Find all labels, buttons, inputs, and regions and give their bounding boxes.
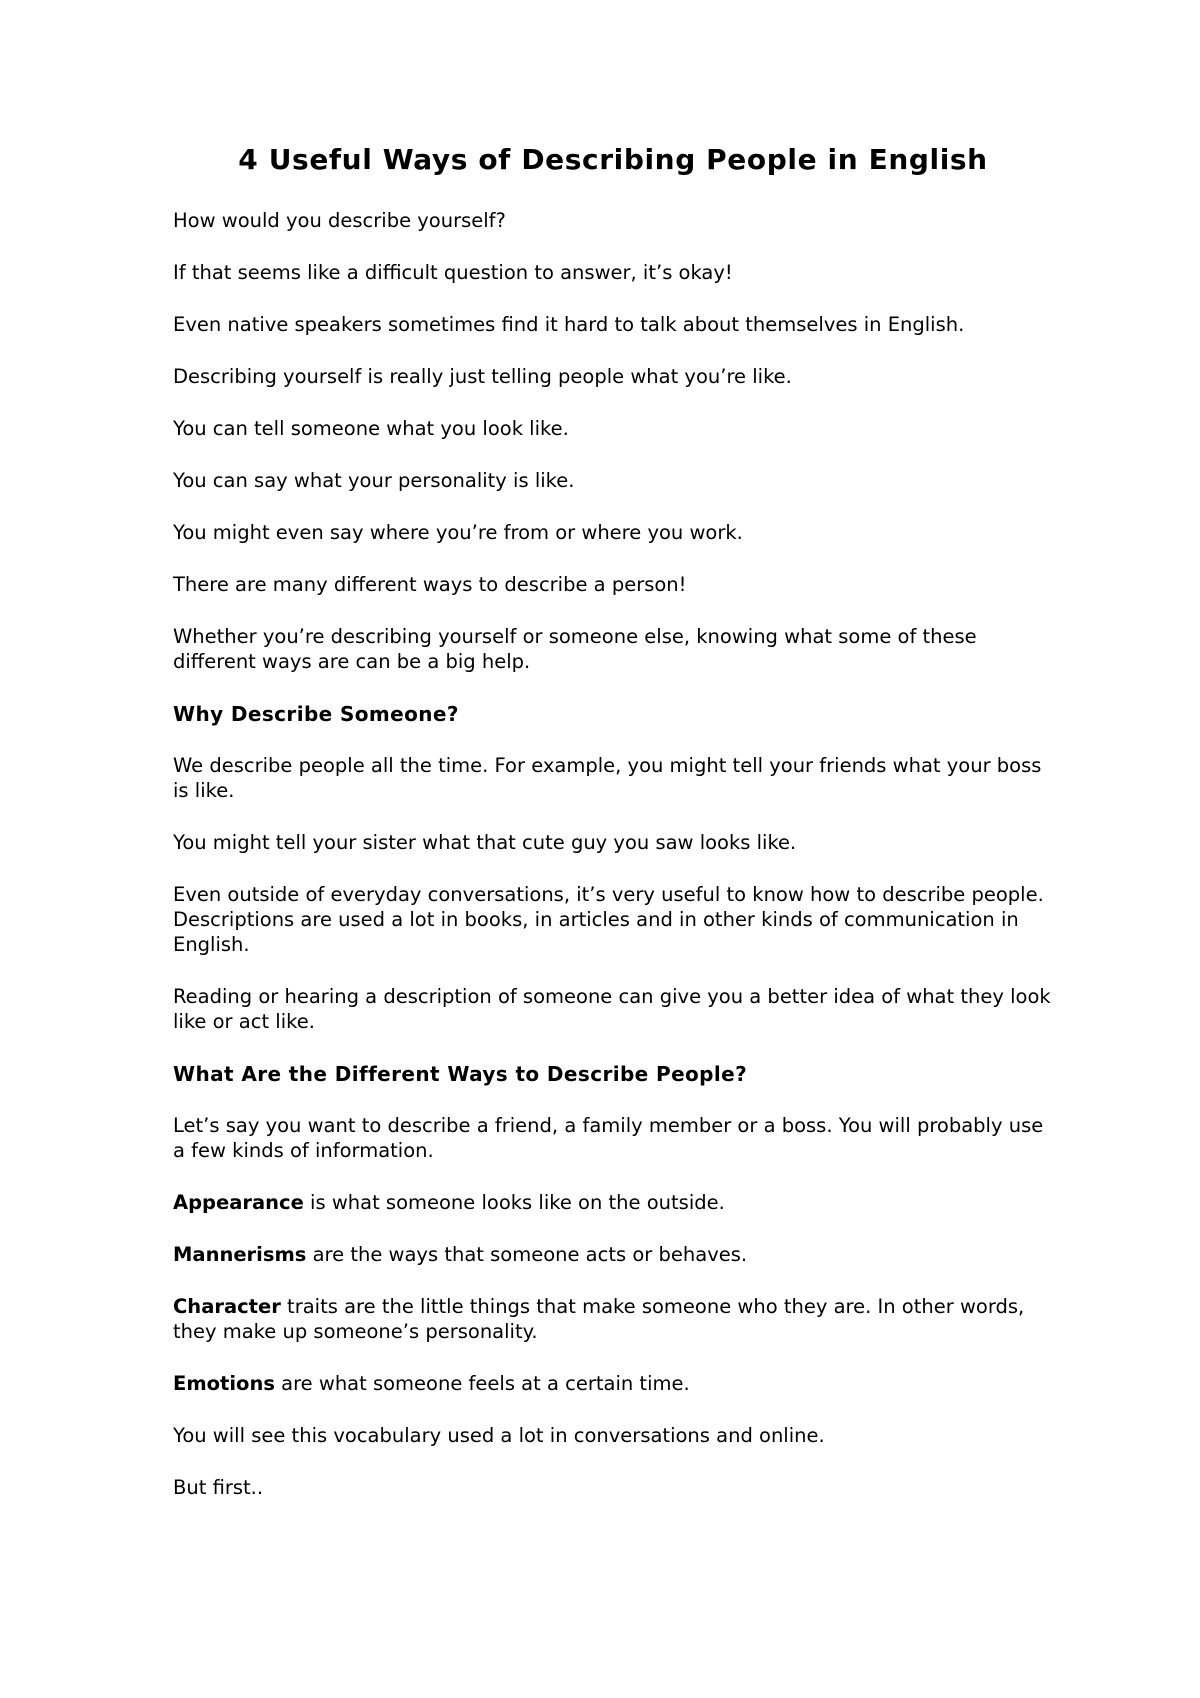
definition-character <box>173 1294 1053 1344</box>
term-mannerisms: Mannerisms <box>173 1243 307 1266</box>
paragraph: You can tell someone what you look like. <box>173 417 569 440</box>
paragraph: But first.. <box>173 1476 264 1499</box>
section-heading-why-describe: Why Describe Someone? <box>173 702 459 726</box>
definition-text: traits are the little things that make someone who they are. In other words, they make up someone’s personality. <box>173 1295 1025 1343</box>
paragraph: If that seems like a difficult question to answer, it’s okay! <box>173 261 733 284</box>
paragraph: How would you describe yourself? <box>173 209 506 232</box>
definition-text: are what someone feels at a certain time. <box>274 1372 690 1395</box>
definition-text: is what someone looks like on the outside. <box>303 1191 725 1214</box>
paragraph: Describing yourself is really just telling people what you’re like. <box>173 365 792 388</box>
paragraph: Reading or hearing a description of someone can give you a better idea of what they look like or act like. <box>173 985 1051 1033</box>
paragraph: You can say what your personality is like. <box>173 469 575 492</box>
term-character: Character <box>173 1295 281 1318</box>
paragraph: We describe people all the time. For example, you might tell your friends what your boss is like. <box>173 754 1042 802</box>
paragraph: Even native speakers sometimes find it hard to talk about themselves in English. <box>173 313 965 336</box>
definition-mannerisms <box>173 1242 1053 1267</box>
paragraph: You might even say where you’re from or where you work. <box>173 521 743 544</box>
paragraph: You might tell your sister what that cute guy you saw looks like. <box>173 831 797 854</box>
paragraph: Even outside of everyday conversations, it’s very useful to know how to describe people. Descriptions are used a lot in books, in articles and in other kinds of communication in English. <box>173 883 1044 956</box>
definition-text: are the ways that someone acts or behaves. <box>306 1243 748 1266</box>
paragraph: Whether you’re describing yourself or someone else, knowing what some of these different ways are can be a big help. <box>173 625 977 673</box>
definition-appearance <box>173 1190 1053 1215</box>
paragraph: There are many different ways to describe a person! <box>173 573 687 596</box>
section-heading-different-ways: What Are the Different Ways to Describe People? <box>173 1062 748 1086</box>
definition-emotions <box>173 1371 1053 1396</box>
paragraph: You will see this vocabulary used a lot in conversations and online. <box>173 1424 825 1447</box>
document-page <box>173 138 1053 1527</box>
term-appearance: Appearance <box>173 1191 304 1214</box>
document-title: 4 Useful Ways of Describing People in English <box>238 143 988 176</box>
term-emotions: Emotions <box>173 1372 275 1395</box>
paragraph: Let’s say you want to describe a friend, a family member or a boss. You will probably use a few kinds of information. <box>173 1114 1044 1162</box>
